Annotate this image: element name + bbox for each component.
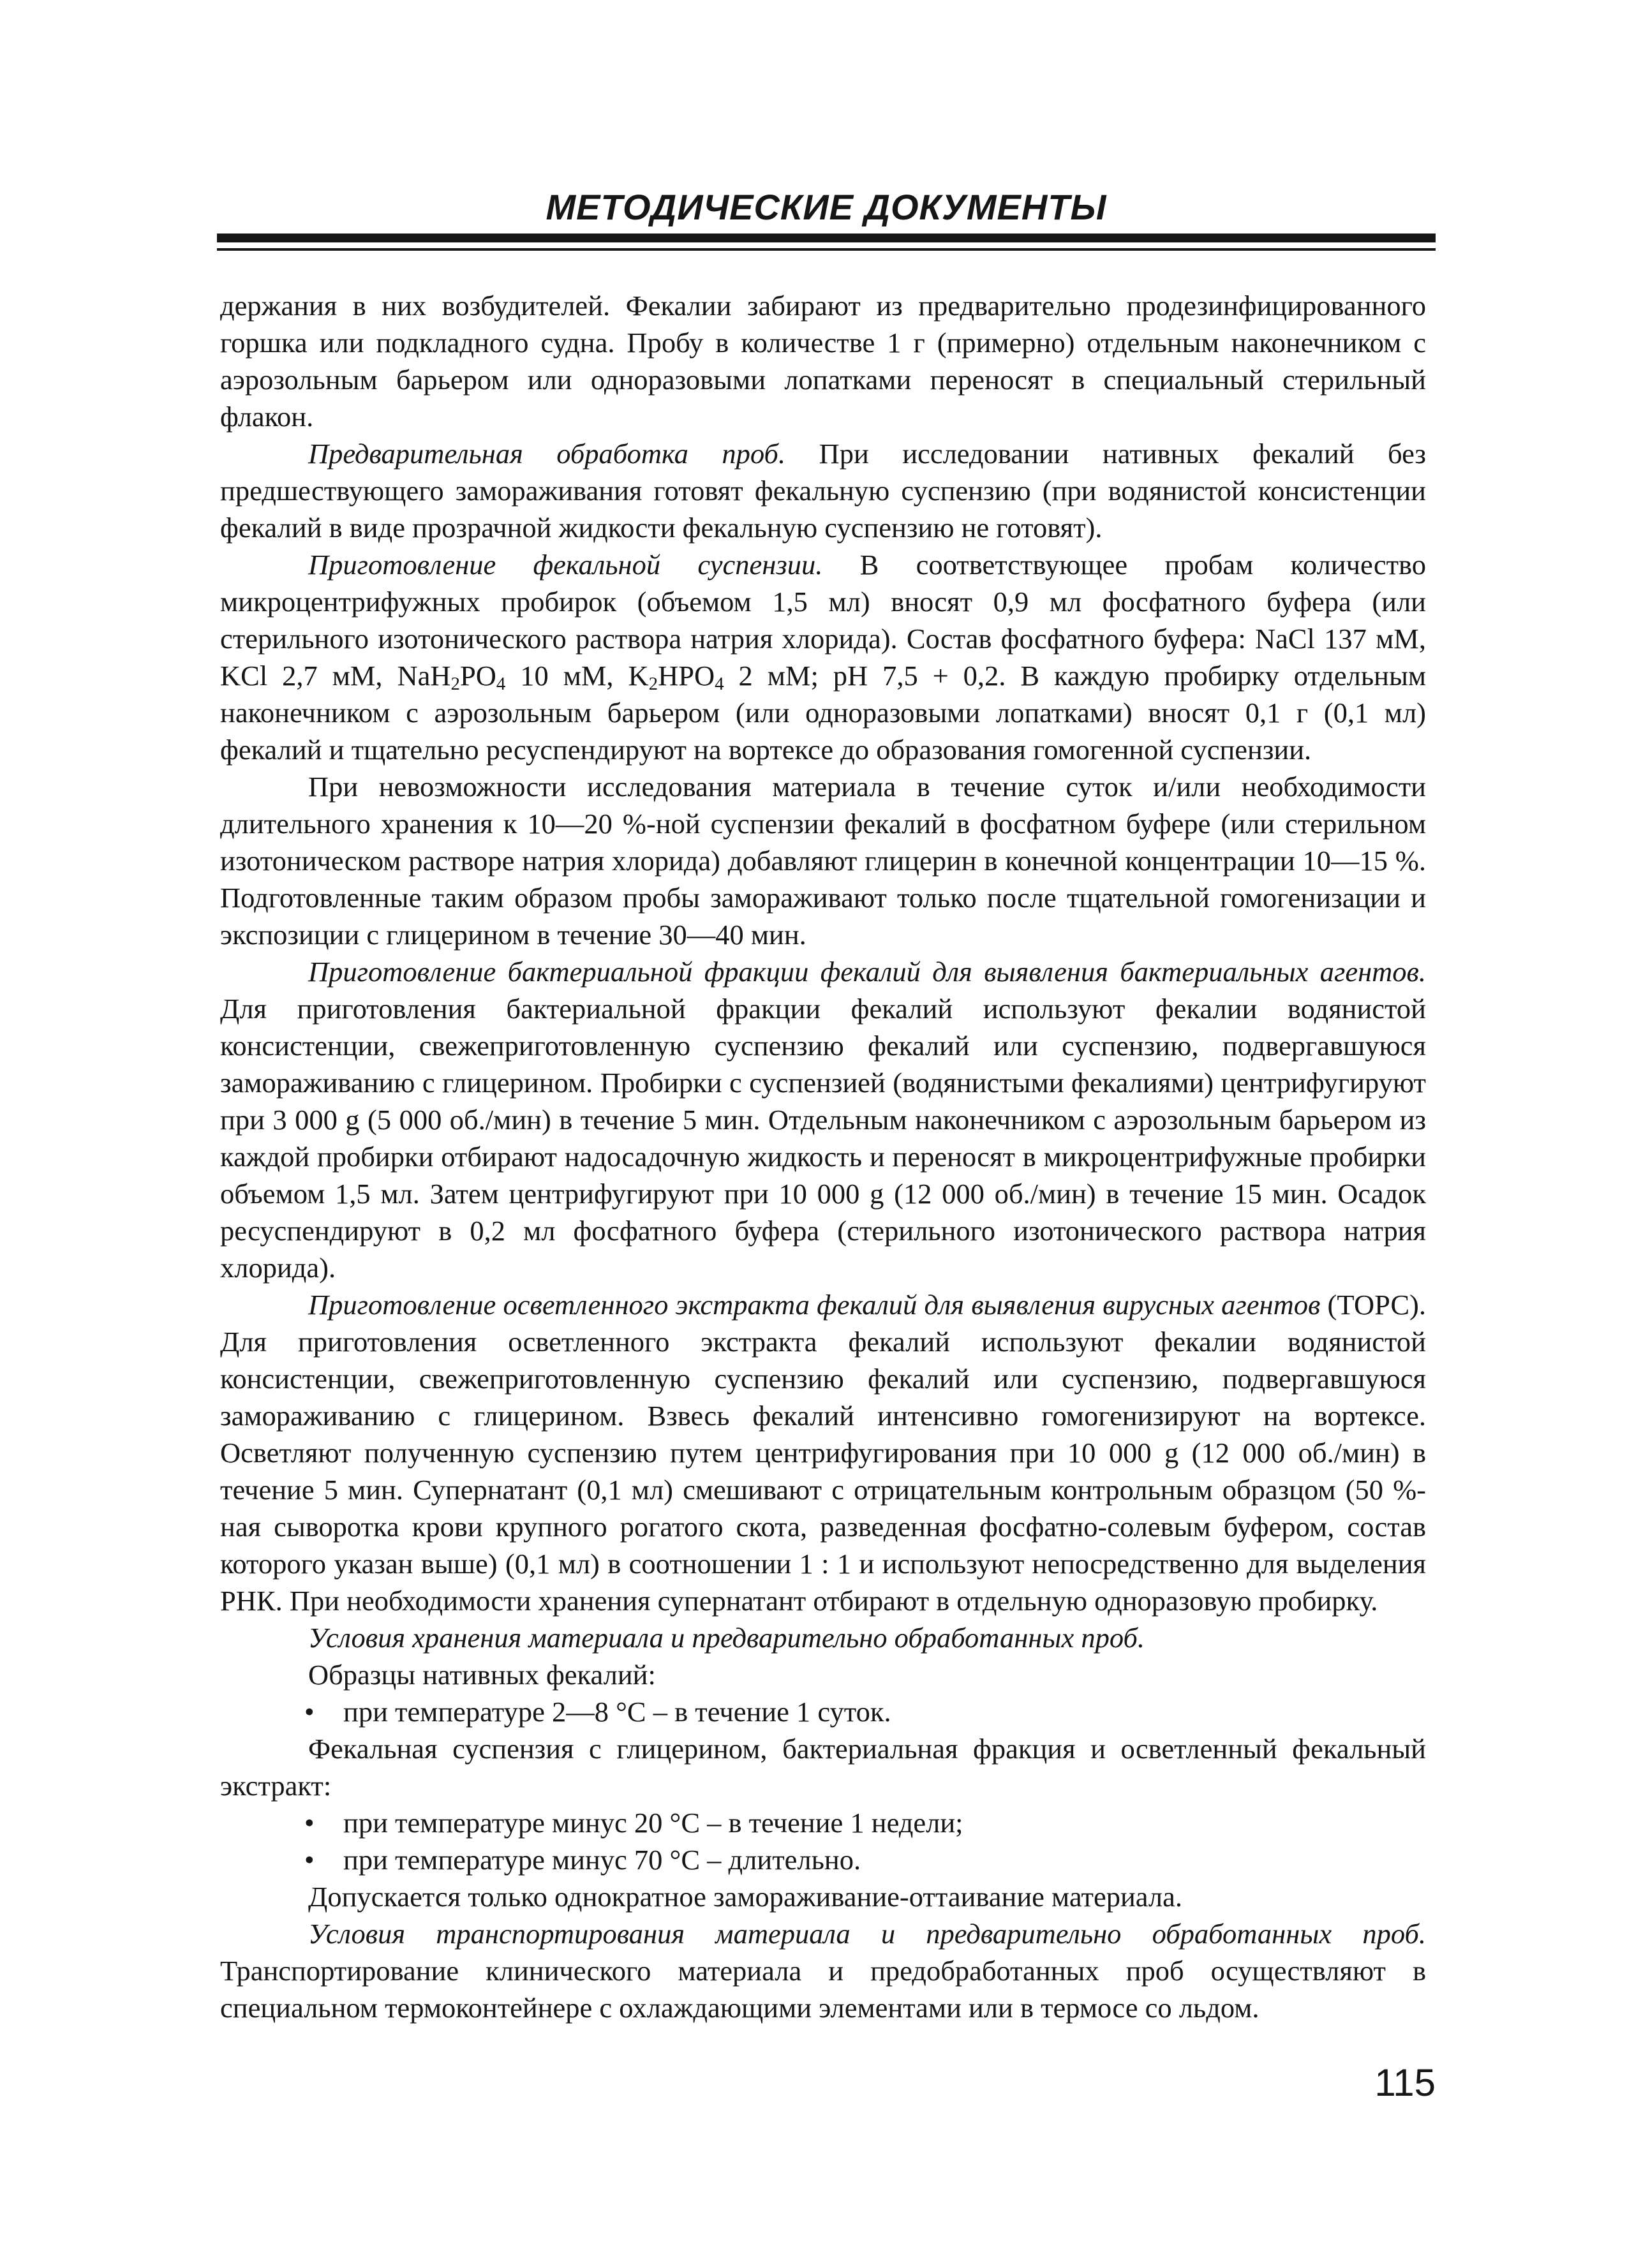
paragraph-heading: Предварительная обработка проб.	[308, 438, 786, 470]
subscript: 4	[715, 674, 724, 695]
paragraph-heading: Приготовление бактериальной фракции фекалий для выявления бактериальных агентов.	[308, 956, 1426, 988]
bullet-list-frozen	[220, 1804, 1426, 1878]
paragraph-text: При исследовании нативных фекалий без предшествующего замораживания готовят фекальную суспензию (при водянистой консистенции фекалий в виде прозрачной жидкости фекальную суспензию не готовят).	[220, 438, 1426, 544]
page-body	[220, 287, 1426, 2026]
paragraph-pretreatment	[220, 435, 1426, 546]
paragraph-text: 2 мМ; pH 7,5 + 0,2. В каждую пробирку отдельным наконечником с аэрозольным барьером (или одноразовыми лопатками) вносят 0,1 г (0,1 мл) фекалий и тщательно ресуспендируют на вортексе до образования гомогенной суспензии.	[220, 660, 1427, 766]
paragraph-storage-conditions-heading: Условия хранения материала и предварительно обработанных проб.	[308, 1622, 1145, 1654]
bullet-icon: •	[304, 1807, 315, 1839]
paragraph-text: PO	[459, 660, 496, 692]
paragraph-fecal-suspension	[220, 546, 1426, 768]
page-number: 115	[1374, 2061, 1436, 2104]
paragraph-text: (ТОРС). Для приготовления осветленного экстракта фекалий используют фекалии водянистой консистенции, свежеприготовленную суспензию фекалий или суспензию, подвергавшуюся замораживанию с глицерином. Взвесь фекалий интенсивно гомогенизируют на вортексе. Осветляют полученную суспензию путем центрифугирования при 10 000 g (12 000 об./мин) в течение 5 мин. Супернатант (0,1 мл) смешивают с отрицательным контрольным образцом (50 %-ная сыворотка крови крупного рогатого скота, разведенная фосфатно-солевым буфером, состав которого указан выше) (0,1 мл) в соотношении 1 : 1 и используют непосредственно для выделения РНК. При необходимости хранения супернатант отбирают в отдельную одноразовую пробирку.	[220, 1289, 1427, 1617]
subscript: 2	[450, 674, 460, 695]
paragraph-heading: Условия транспортирования материала и предварительно обработанных проб.	[308, 1918, 1426, 1950]
paragraph-storage-glycerol: При невозможности исследования материала в течение суток и/или необходимости длительного хранения к 10—20 %-ной суспензии фекалий в фосфатном буфере (или стерильном изотоническом растворе натрия хлорида) добавляют глицерин в конечной концентрации 10—15 %. Подготовленные таким образом пробы замораживают только после тщательной гомогенизации и экспозиции с глицерином в течение 30—40 мин.	[220, 771, 1426, 951]
paragraph-clarified-extract	[220, 1286, 1426, 1619]
paragraph-bacterial-fraction	[220, 953, 1426, 1286]
bullet-icon: •	[304, 1844, 315, 1876]
paragraph-freeze-thaw: Допускается только однократное замораживание-оттаивание материала.	[308, 1881, 1183, 1913]
paragraph-heading: Приготовление осветленного экстракта фекалий для выявления вирусных агентов	[308, 1289, 1321, 1321]
list-item: • при температуре минус 20 °С – в течение 1 недели;	[220, 1804, 1426, 1841]
header-rule-thin	[217, 248, 1436, 251]
running-header: МЕТОДИЧЕСКИЕ ДОКУМЕНТЫ	[546, 187, 1107, 227]
paragraph-heading: Приготовление фекальной суспензии.	[308, 549, 823, 581]
header-rule-thick	[217, 233, 1436, 242]
list-item: • при температуре минус 70 °С – длительно.	[220, 1841, 1426, 1878]
paragraph-text: 10 мМ, K	[505, 660, 649, 692]
bullet-icon: •	[304, 1696, 315, 1728]
bullet-list-native	[220, 1693, 1426, 1730]
paragraph-sample-collection: держания в них возбудителей. Фекалии забирают из предварительно продезинфицированного горшка или подкладного судна. Пробу в количестве 1 г (примерно) отдельным наконечником с аэрозольным барьером или одноразовыми лопатками переносят в специальный стерильный флакон.	[220, 290, 1426, 433]
paragraph-text: Транспортирование клинического материала и предобработанных проб осуществляют в специальном термоконтейнере с охлаждающими элементами или в термосе со льдом.	[220, 1955, 1426, 2024]
paragraph-text: HPO	[658, 660, 715, 692]
paragraph-native-samples: Образцы нативных фекалий:	[308, 1659, 656, 1691]
paragraph-text: В соответствующее пробам количество микроцентрифужных пробирок (объемом 1,5 мл) вносят 0,9 мл фосфатного буфера (или стерильного изотонического раствора натрия хлорида). Состав фосфатного буфера: NaCl 137 мМ, KCl 2,7 мМ, NaH	[220, 549, 1426, 692]
subscript: 2	[648, 674, 658, 695]
paragraph-text: Для приготовления бактериальной фракции фекалий используют фекалии водянистой консистенции, свежеприготовленную суспензию фекалий или суспензию, подвергавшуюся замораживанию с глицерином. Пробирки с суспензией (водянистыми фекалиями) центрифугируют при 3 000 g (5 000 об./мин) в течение 5 мин. Отдельным наконечником с аэрозольным барьером из каждой пробирки отбирают надосадочную жидкость и переносят в микроцентрифужные пробирки объемом 1,5 мл. Затем центрифугируют при 10 000 g (12 000 об./мин) в течение 15 мин. Осадок ресуспендируют в 0,2 мл фосфатного буфера (стерильного изотонического раствора натрия хлорида).	[220, 993, 1426, 1284]
paragraph-transport	[220, 1915, 1426, 2026]
paragraph-frozen-samples: Фекальная суспензия с глицерином, бактериальная фракция и осветленный фекальный экстракт:	[220, 1733, 1426, 1802]
subscript: 4	[496, 674, 506, 695]
list-item: • при температуре 2—8 °С – в течение 1 суток.	[220, 1693, 1426, 1730]
